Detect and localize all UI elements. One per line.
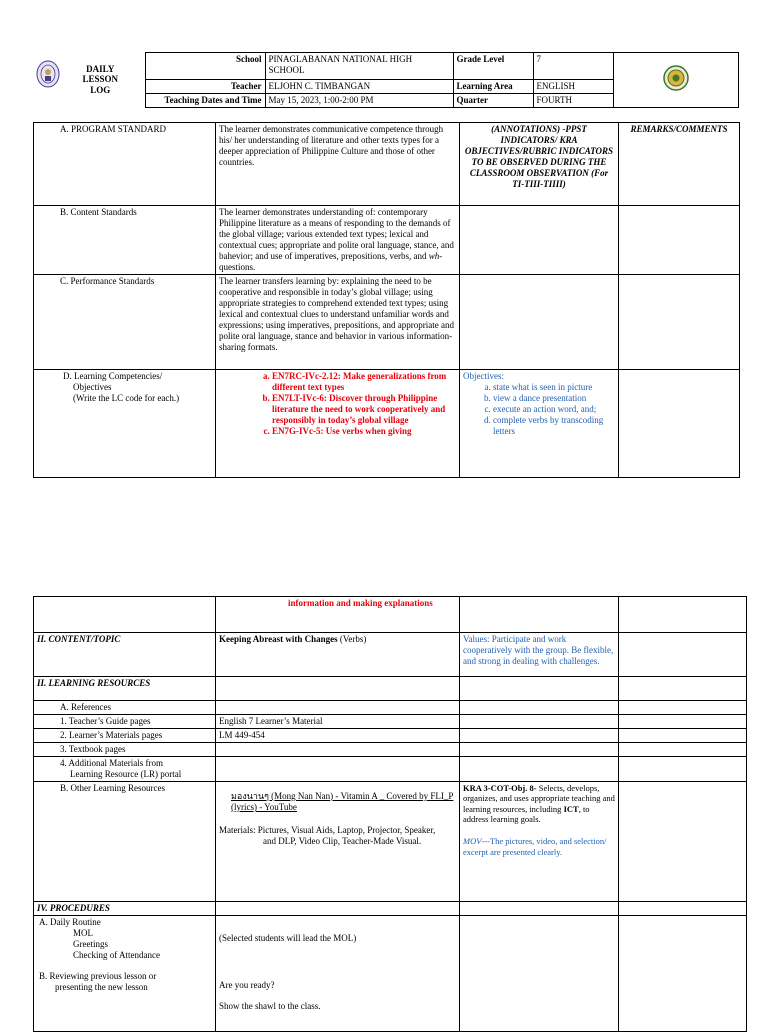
- annotation-cell: [460, 714, 619, 728]
- standards-table: [33, 122, 740, 478]
- remarks-cell: [619, 915, 747, 1031]
- remarks-cell: [619, 633, 747, 677]
- objectives-cell: [460, 369, 619, 477]
- annotation-cell: [460, 901, 619, 915]
- school-seal-icon: [663, 65, 689, 91]
- materials-text-1: Materials: Pictures, Visual Aids, Laptop, Projector, Speaker,: [219, 824, 436, 835]
- procedures-table: [33, 596, 747, 1032]
- annotation-cell: [460, 742, 619, 756]
- routine-value-cell: [216, 915, 460, 1031]
- competency-continued: information and making explanations: [216, 597, 460, 633]
- annotation-cell: [460, 701, 619, 715]
- school-value: PINAGLABANAN NATIONAL HIGH SCHOOL: [265, 53, 453, 80]
- content-standards-label: B. Content Standards: [34, 206, 216, 275]
- mov-text: MOV---The pictures, video, and selection/ excerpt are presented clearly.: [463, 836, 607, 857]
- materials-text-2: and DLP, Video Clip, Teacher-Made Visual.: [263, 835, 422, 846]
- content-topic-value: Keeping Abreast with Changes (Verbs): [216, 633, 460, 677]
- grade-level-value: 7: [533, 53, 613, 80]
- program-standard-label: A. PROGRAM STANDARD: [34, 123, 216, 206]
- remarks-cell: [619, 901, 747, 915]
- remarks-cell: [619, 206, 740, 275]
- competencies-cell: [216, 369, 460, 477]
- competency-item: c. EN7G-IVc-5: Use verbs when giving: [272, 426, 456, 437]
- teacher-value: ELJOHN C. TIMBANGAN: [265, 80, 453, 94]
- remarks-cell: [619, 597, 747, 633]
- remarks-cell: [619, 369, 740, 477]
- video-link[interactable]: มองนานๆ (Mong Nan Nan) - Vitamin A _ Covered by FLI_P (lyrics) - YouTube: [231, 790, 454, 812]
- competency-item: a. EN7RC-IVc-2.12: Make generalizations from different text types: [272, 371, 456, 393]
- other-resources-value: [216, 781, 460, 901]
- remarks-cell: [619, 781, 747, 901]
- empty-cell: [216, 901, 460, 915]
- kra-cell: [460, 781, 619, 901]
- grade-level-label: Grade Level: [453, 53, 533, 80]
- performance-standards-text: The learner transfers learning by: explaining the need to be cooperative and responsible in today’s global village; using appropriate strategies to comprehend extended text types; using lexical and contextual clues to understand unfamiliar words and expressions; using imperatives, prepositions, and appropriate and polite oral language, stance and behavior in various information-sharing formats.: [216, 274, 460, 369]
- remarks-cell: [619, 274, 740, 369]
- annotation-cell: [460, 728, 619, 742]
- empty-cell: [216, 677, 460, 701]
- learning-area-value: ENGLISH: [533, 80, 613, 94]
- procedures-label: IV. PROCEDURES: [34, 901, 216, 915]
- remarks-cell: [619, 677, 747, 701]
- review-label-2: presenting the new lesson: [55, 981, 148, 992]
- empty-cell: [216, 701, 460, 715]
- references-label: A. References: [34, 701, 216, 715]
- kra-text: KRA 3-COT-Obj. 8- Selects, develops, organizes, and uses appropriate teaching and learning resources, including ICT, to address learning goals.: [463, 782, 615, 824]
- competency-item: b. EN7LT-IVc-6: Discover through Philippine literature the need to work cooperatively and responsibly in today’s global village: [272, 393, 456, 426]
- daily-lesson-log-title: DAILY LESSON LOG: [33, 53, 145, 108]
- objective-item: b. view a dance presentation: [493, 393, 615, 404]
- routine-item: MOL: [73, 927, 93, 938]
- remarks-heading: REMARKS/COMMENTS: [619, 123, 740, 206]
- annotations-heading: (ANNOTATIONS) -PPST INDICATORS/ KRA OBJECTIVES/RUBRIC INDICATORS TO BE OBSERVED DURING THE CLASSROOM OBSERVATION (For TI-TIII-TIIII): [460, 123, 619, 206]
- program-standard-text: The learner demonstrates communicative competence through his/ her understanding of literature and other texts types for a deeper appreciation of Philippine Culture and those of other countries.: [216, 123, 460, 206]
- routine-label-cell: [34, 915, 216, 1031]
- textbook-pages-label: 3. Textbook pages: [34, 742, 216, 756]
- annotation-cell: [460, 206, 619, 275]
- additional-materials-label: 4. Additional Materials from Learning Resource (LR) portal: [34, 756, 216, 781]
- learning-area-label: Learning Area: [453, 80, 533, 94]
- annotation-cell: [460, 756, 619, 781]
- learners-materials-label: 2. Learner’s Materials pages: [34, 728, 216, 742]
- remarks-cell: [619, 701, 747, 715]
- shawl-text: Show the shawl to the class.: [219, 1000, 321, 1011]
- annotation-cell: [460, 915, 619, 1031]
- learning-competencies-label: D. Learning Competencies/ Objectives (Write the LC code for each.): [34, 369, 216, 477]
- teacher-label: Teacher: [145, 80, 265, 94]
- performance-standards-label: C. Performance Standards: [34, 274, 216, 369]
- ready-text: Are you ready?: [219, 979, 275, 990]
- other-resources-label: B. Other Learning Resources: [34, 781, 216, 901]
- school-label: School: [145, 53, 265, 80]
- annotation-cell: [460, 597, 619, 633]
- quarter-label: Quarter: [453, 93, 533, 107]
- routine-item: Greetings: [73, 938, 108, 949]
- content-topic-label: II. CONTENT/TOPIC: [34, 633, 216, 677]
- teachers-guide-value: English 7 Learner’s Material: [216, 714, 460, 728]
- teaching-dates-value: May 15, 2023, 1:00-2:00 PM: [265, 93, 453, 107]
- remarks-cell: [619, 756, 747, 781]
- review-label: B. Reviewing previous lesson or: [39, 970, 157, 981]
- empty-label-cell: [34, 597, 216, 633]
- routine-note: (Selected students will lead the MOL): [219, 932, 357, 943]
- teaching-dates-label: Teaching Dates and Time: [145, 93, 265, 107]
- objectives-heading: Objectives:: [463, 370, 504, 381]
- remarks-cell: [619, 742, 747, 756]
- annotation-cell: [460, 677, 619, 701]
- school-logo-cell: [613, 53, 738, 108]
- routine-item: Checking of Attendance: [73, 949, 160, 960]
- remarks-cell: [619, 714, 747, 728]
- objective-item: a. state what is seen in picture: [493, 382, 615, 393]
- annotation-cell: [460, 274, 619, 369]
- quarter-value: FOURTH: [533, 93, 613, 107]
- header-table: [33, 52, 739, 108]
- objective-item: d. complete verbs by transcoding letters: [493, 415, 615, 437]
- objective-item: c. execute an action word, and;: [493, 404, 615, 415]
- empty-cell: [216, 742, 460, 756]
- values-text: Values: Participate and work cooperatively with the group. Be flexible, and strong in dealing with challenges.: [460, 633, 619, 677]
- empty-cell: [216, 756, 460, 781]
- remarks-cell: [619, 728, 747, 742]
- learners-materials-value: LM 449-454: [216, 728, 460, 742]
- daily-routine-label: A. Daily Routine: [39, 916, 101, 927]
- teachers-guide-label: 1. Teacher’s Guide pages: [34, 714, 216, 728]
- content-standards-text: The learner demonstrates understanding of: contemporary Philippine literature as a means of responding to the demands of the global village; various extended text types; lexical and contextual cues; appropriate and polite oral language, stance, and bahevior; and use of imperatives, prepositions, verbs, and wh-questions.: [216, 206, 460, 275]
- learning-resources-label: II. LEARNING RESOURCES: [34, 677, 216, 701]
